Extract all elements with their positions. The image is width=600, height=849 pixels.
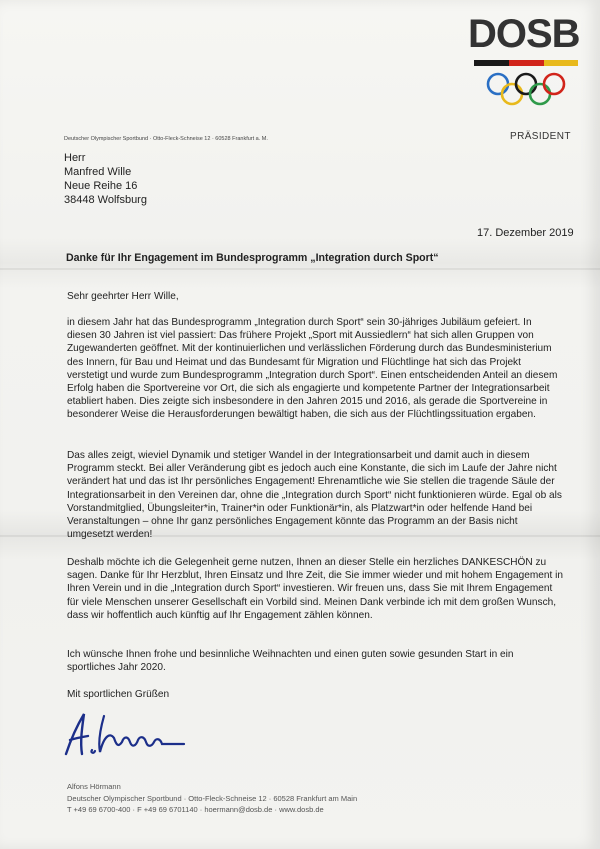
sender-return-address: Deutscher Olympischer Sportbund · Otto-Fleck-Schneise 12 · 60528 Frankfurt a. M. <box>64 136 268 142</box>
letter-closing: Mit sportlichen Grüßen <box>67 689 170 700</box>
body-paragraph: Ich wünsche Ihnen frohe und besinnliche Weihnachten und einen guten sowie gesunden Start in ein sportliches Jahr 2020. <box>67 649 514 674</box>
letter-footer <box>67 781 357 816</box>
recipient-salutation: Herr <box>64 152 86 164</box>
body-paragraph: Deshalb möchte ich die Gelegenheit gerne nutzen, Ihnen an dieser Stelle ein herzliches DANKESCHÖN zu sagen. Danke für Ihr Herzblut, Ihren Einsatz und Ihre Zeit, die Sie immer wieder und mit hohem Engagement in Ihren Verein und in die „Integration durch Sport“ investieren. Wir freuen uns, dass Sie mit Ihrem Engagement für viele Menschen unserer Gesellschaft ein Vorbild sind. Meinen Dank verbinde ich mit dem großen Wunsch, dass wir hoffentlich auch künftig auf Ihr Engagement zählen können. <box>67 557 563 621</box>
footer-contact: T +49 69 6700-400 · F +49 69 6701140 · hoermann@dosb.de · www.dosb.de <box>67 805 324 814</box>
letter-greeting: Sehr geehrter Herr Wille, <box>67 291 179 302</box>
german-flag-stripe <box>474 60 578 66</box>
recipient-city: 38448 Wolfsburg <box>64 194 147 206</box>
paper-fold <box>0 268 600 270</box>
letter-subject: Danke für Ihr Engagement im Bundesprogramm „Integration durch Sport“ <box>66 252 439 264</box>
body-paragraph: Das alles zeigt, wieviel Dynamik und stetiger Wandel in der Integrationsarbeit und damit auch in diesem Programm steckt. Bei aller Veränderung gibt es jedoch auch eine Konstante, die sich im Laufe der Jahre nicht verändert hat und das ist Ihr persönliches Engagement! Ehrenamtliche wie Sie stellen die tragende Säule der Integrationsarbeit in den Vereinen dar, ohne die „Integration durch Sport“ nicht funktionieren würde. Egal ob als Vorstandmitglied, Übungsleiter*in, Trainer*in oder Funktionär*in, als Platzwart*in oder helfende Hand bei Veranstaltungen – ohne Ihr ganz persönliches Engagement könnte das Programm an der Basis nicht umgesetzt werden! <box>67 450 562 541</box>
recipient-name: Manfred Wille <box>64 166 132 178</box>
footer-address: Deutscher Olympischer Sportbund · Otto-Fleck-Schneise 12 · 60528 Frankfurt am Main <box>67 793 358 803</box>
position-title: PRÄSIDENT <box>510 131 571 142</box>
dosb-logo: DOSB <box>468 14 588 104</box>
handwritten-signature <box>60 706 190 766</box>
recipient-address <box>64 151 147 207</box>
olympic-rings-icon <box>484 72 574 106</box>
footer-name: Alfons Hörmann <box>67 782 121 791</box>
recipient-street: Neue Reihe 16 <box>64 180 138 192</box>
letter-date: 17. Dezember 2019 <box>477 227 574 239</box>
body-paragraph: in diesem Jahr hat das Bundesprogramm „Integration durch Sport“ sein 30-jähriges Jubiläum gefeiert. In diesen 30 Jahren ist viel passiert: Das frühere Projekt „Sport mit Aussiedlern“ hat sich allen Gruppen von Zugewanderten geöffnet. Mit der kontinuierlichen und verlässlichen Förderung durch das Bundesministerium des Innern, für Bau und Heimat und das Bundesamt für Migration und Flüchtlinge hat sich das Projekt verstetigt und wurde zum Bundesprogramm „Integration durch Sport“. Einen entscheidenden Anteil an diesem Erfolg haben die Sportvereine vor Ort, die sich als engagierte und kompetente Partner der Integrationsarbeit etabliert haben. Dies zeigte sich insbesondere in den Jahren 2015 und 2016, als gerade die Sportvereine in besonderer Weise die Herausforderungen bewältigt haben, die sich aus der Flüchtlingssituation ergaben. <box>67 317 558 421</box>
